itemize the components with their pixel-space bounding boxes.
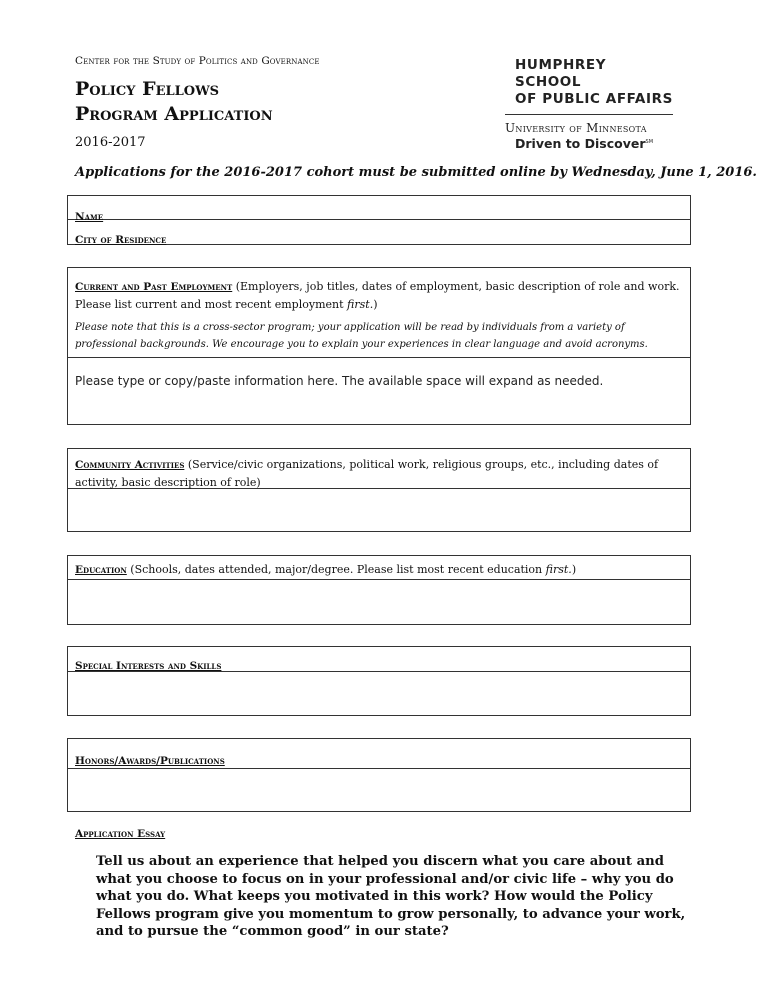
education-box	[67, 555, 691, 625]
special-interests-box	[67, 646, 691, 716]
city-row[interactable]	[68, 220, 690, 244]
employment-label: Current and Past Employment	[75, 281, 233, 293]
logo-school-line-2: OF PUBLIC AFFAIRS	[515, 91, 673, 107]
honors-label: Honors/Awards/Publications	[75, 755, 225, 767]
employment-box	[67, 267, 691, 425]
name-row[interactable]	[68, 196, 690, 223]
employment-description	[75, 278, 682, 313]
honors-box	[67, 738, 691, 812]
logo-school-line-1: HUMPHREY SCHOOL	[515, 57, 607, 90]
cross-sector-note: Please note that this is a cross-sector program; your application will be read by individuals from a variety of professional backgrounds. We encourage you to explain your experiences in clear language and avoid acronyms.	[75, 322, 648, 350]
title-line-1: Policy Fellows	[75, 78, 220, 100]
education-desc-end: )	[571, 563, 577, 576]
education-input-field[interactable]	[68, 580, 690, 624]
deadline-notice: Applications for the 2016-2017 cohort must be submitted online by Wednesday, June 1, 2016.	[75, 165, 757, 180]
employment-placeholder: Please type or copy/paste information here. The available space will expand as needed.	[75, 374, 604, 388]
name-label: Name	[75, 211, 104, 223]
education-header-row	[68, 556, 690, 580]
employment-input-field[interactable]	[68, 358, 690, 424]
essay-label: Application Essay	[75, 828, 166, 840]
header	[75, 55, 320, 150]
program-year: 2016-2017	[75, 135, 146, 150]
employment-desc-text: (Employers, job titles, dates of employment, basic description of role and work. Please list current and most recent employment	[75, 280, 680, 311]
name-city-box	[67, 195, 691, 245]
community-header-row	[68, 449, 690, 489]
education-desc-emphasis: first.	[545, 563, 572, 576]
community-label: Community Activities	[75, 459, 185, 471]
title-line-2: Program Application	[75, 103, 273, 125]
essay-question: Tell us about an experience that helped you discern what you care about and what you choose to focus on in your professional and/or civic life – why you do what you do. What keeps you motivated in this work? How would the Policy Fellows program give you momentum to grow personally, to advance your work, and to pursue the “common good” in our state?	[96, 854, 686, 939]
logo-tagline	[505, 136, 675, 151]
education-description	[75, 561, 682, 579]
honors-input-field[interactable]	[68, 769, 690, 811]
page-title	[75, 77, 320, 127]
community-box	[67, 448, 691, 532]
education-label: Education	[75, 564, 127, 576]
special-interests-input-field[interactable]	[68, 672, 690, 715]
employment-desc-end: )	[373, 298, 378, 311]
logo-divider	[505, 114, 673, 115]
humphrey-school-logo	[505, 57, 675, 151]
community-desc-text: (Service/civic organizations, political work, religious groups, etc., including dates of activity, basic description of role)	[75, 458, 659, 489]
community-input-field[interactable]	[68, 489, 690, 531]
org-name: Center for the Study of Politics and Governance	[75, 55, 320, 67]
logo-tagline-mark: SM	[645, 138, 654, 145]
logo-university: University of Minnesota	[505, 121, 647, 135]
employment-desc-emphasis: first.	[347, 298, 374, 311]
special-interests-label: Special Interests and Skills	[75, 660, 222, 672]
city-label: City of Residence	[75, 234, 167, 246]
employment-header-row	[68, 268, 690, 358]
logo-tagline-text: Driven to Discover	[515, 136, 646, 151]
community-description	[75, 456, 682, 491]
education-desc-text: (Schools, dates attended, major/degree. Please list most recent education	[126, 563, 546, 576]
honors-header-row	[68, 739, 690, 769]
special-interests-header-row	[68, 647, 690, 672]
